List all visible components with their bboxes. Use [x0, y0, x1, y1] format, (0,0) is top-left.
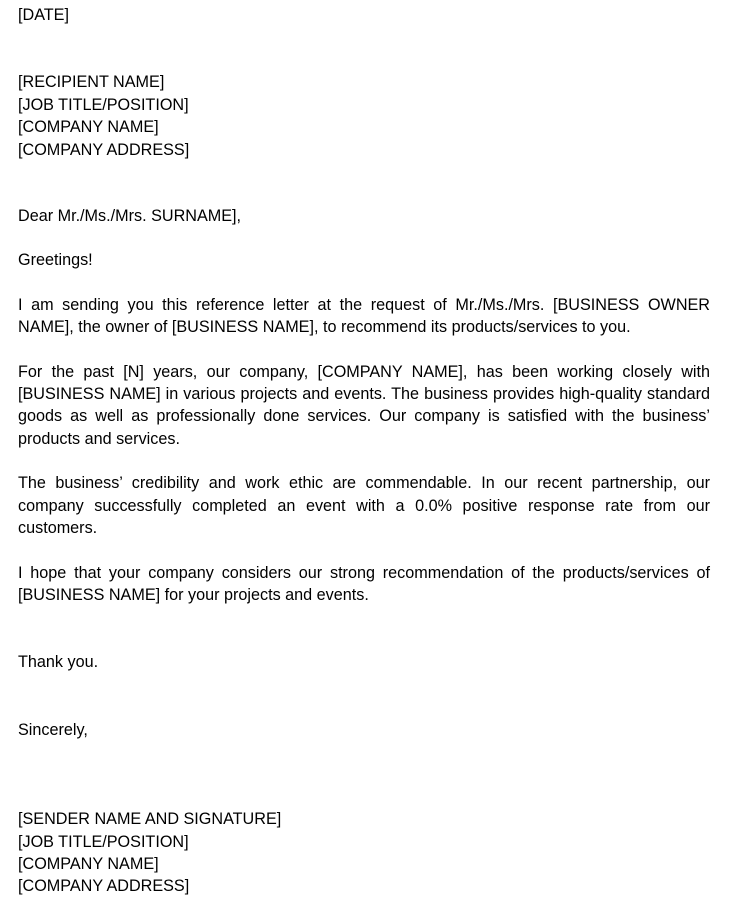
sender-job-title: [JOB TITLE/POSITION] — [18, 832, 189, 851]
sender-address: [COMPANY ADDRESS] — [18, 877, 190, 896]
recipient-address: [COMPANY ADDRESS] — [18, 140, 190, 159]
recipient-block — [18, 71, 710, 161]
body-paragraph-3: The business’ credibility and work ethic are commendable. In our recent partnership, our company successfully completed an event with a 0.0% positive response rate from our customers. — [18, 474, 710, 538]
salutation: Dear Mr./Ms./Mrs. SURNAME], — [18, 207, 242, 226]
sender-name-signature: [SENDER NAME AND SIGNATURE] — [18, 810, 282, 829]
recipient-job-title: [JOB TITLE/POSITION] — [18, 95, 189, 114]
letter-date: [DATE] — [18, 6, 69, 24]
thanks-line: Thank you. — [18, 653, 99, 672]
sender-company: [COMPANY NAME] — [18, 854, 159, 873]
body-paragraph-2: For the past [N] years, our company, [COMPANY NAME], has been working closely with [BUSINESS NAME] in various projects and events. The business provides high-quality standard goods as well as professionally done services. Our company is satisfied with the business’ products and services. — [18, 362, 710, 448]
body-paragraph-1: I am sending you this reference letter at the request of Mr./Ms./Mrs. [BUSINESS OWNER NAME], the owner of [BUSINESS NAME], to recommend its products/services to you. — [18, 295, 710, 337]
sender-block — [18, 808, 710, 898]
recipient-company: [COMPANY NAME] — [18, 118, 159, 137]
letter-document — [18, 4, 710, 898]
closing-line: Sincerely, — [18, 720, 88, 739]
body-paragraph-4: I hope that your company considers our strong recommendation of the products/services of [BUSINESS NAME] for your projects and events. — [18, 563, 710, 604]
greeting: Greetings! — [18, 251, 93, 270]
recipient-name: [RECIPIENT NAME] — [18, 73, 165, 92]
